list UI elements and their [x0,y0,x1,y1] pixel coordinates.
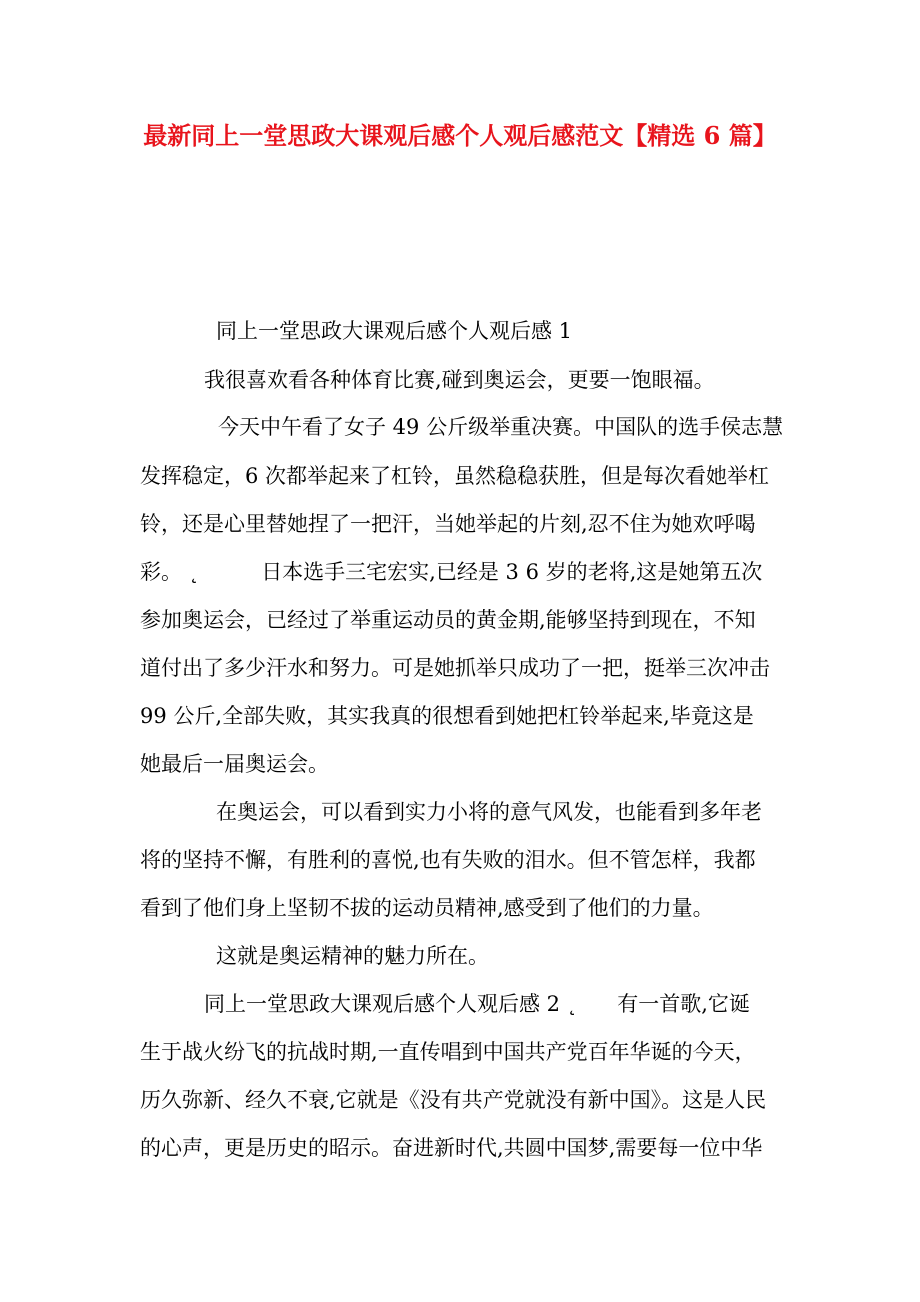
paragraph-line [140,557,762,587]
paragraph-line: 历久弥新、经久不衰,它就是《没有共产党就没有新中国》。这是人民 [140,1088,767,1112]
paragraph-line: 今天中午看了女子 49 公斤级举重决赛。中国队的选手侯志慧 [218,415,784,439]
document-title: 最新同上一堂思政大课观后感个人观后感范文【精选 6 篇】 [143,121,777,150]
paragraph-line: 道付出了多少汗水和努力。可是她抓举只成功了一把，挺举三次冲击 [140,656,770,680]
paragraph-line: 看到了他们身上坚韧不拔的运动员精神,感受到了他们的力量。 [140,896,714,920]
section-heading-2: 同上一堂思政大课观后感个人观后感 2 ˛ [204,992,578,1016]
paragraph-line: 将的坚持不懈，有胜利的喜悦,也有失败的泪水。但不管怎样，我都 [140,848,756,872]
paragraph-line: 她最后一届奥运会。 [140,752,329,776]
paragraph-line: 的心声，更是历史的昭示。奋进新时代,共圆中国梦,需要每一位中华 [140,1136,763,1160]
paragraph-line: 参加奥运会，已经过了举重运动员的黄金期,能够坚持到现在，不知 [140,608,756,632]
section-heading-1: 同上一堂思政大课观后感个人观后感 1 [216,319,573,343]
paragraph-line: 铃，还是心里替她捏了一把汗，当她举起的片刻,忍不住为她欢呼喝 [140,512,756,536]
paragraph-line: 生于战火纷飞的抗战时期,一直传唱到中国共产党百年华诞的今天， [140,1040,756,1064]
paragraph-fragment: 日本选手三宅宏实,已经是 3 6 岁的老将,这是她第五次 [261,560,763,584]
paragraph-fragment: 有一首歌,它诞 [617,992,750,1016]
paragraph-line: 99 公斤,全部失败，其实我真的很想看到她把杠铃举起来,毕竟这是 [140,704,754,728]
paragraph-line [204,989,750,1019]
paragraph-line: 我很喜欢看各种体育比赛,碰到奥运会，更要一饱眼福。 [204,368,715,392]
paragraph-line: 这就是奥运精神的魅力所在。 [216,944,489,968]
paragraph-line: 在奥运会，可以看到实力小将的意气风发，也能看到多年老 [216,800,762,824]
paragraph-fragment: 彩。 ˛ [140,560,200,584]
paragraph-line: 发挥稳定，6 次都举起来了杠铃，虽然稳稳获胜，但是每次看她举杠 [140,464,770,488]
